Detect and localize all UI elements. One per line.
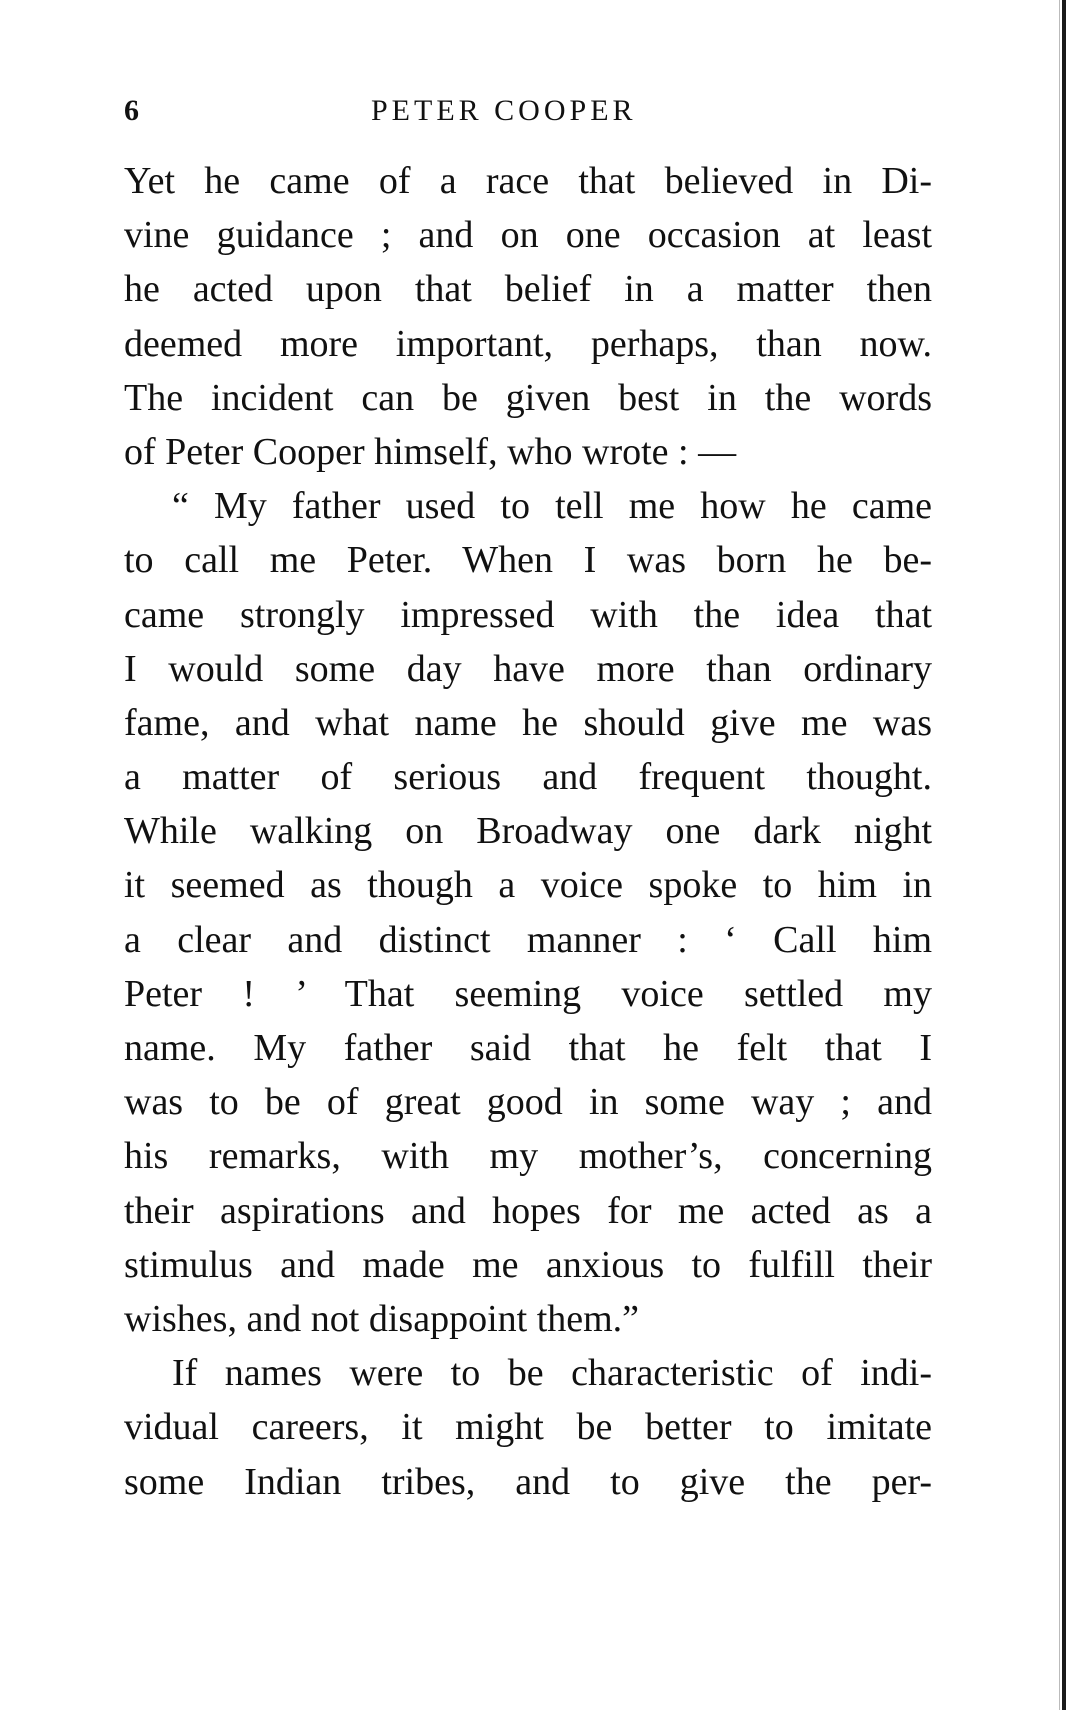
text-line: a clear and distinct manner : ‘ Call him xyxy=(124,918,932,961)
scan-edge xyxy=(1062,0,1066,1710)
text-line: came strongly impressed with the idea that xyxy=(124,593,932,636)
text-line: was to be of great good in some way ; and xyxy=(124,1081,932,1124)
text-line: Peter ! ’ That seeming voice settled my xyxy=(124,972,932,1015)
text-line: his remarks, with my mother’s, concerning xyxy=(124,1135,932,1178)
text-line: to call me Peter. When I was born he be- xyxy=(124,539,932,582)
text-line: fame, and what name he should give me was xyxy=(124,701,932,744)
text-line: While walking on Broadway one dark night xyxy=(124,810,932,853)
text-line: name. My father said that he felt that I xyxy=(124,1027,932,1069)
text-line: deemed more important, perhaps, than now. xyxy=(124,322,932,365)
page-header xyxy=(124,94,934,134)
text-line: “ My father used to tell me how he came xyxy=(172,485,932,528)
text-line: If names were to be characteristic of indi- xyxy=(172,1352,932,1395)
text-line: of Peter Cooper himself, who wrote : — xyxy=(124,430,737,473)
text-line: some Indian tribes, and to give the per- xyxy=(124,1460,932,1503)
running-head: PETER COOPER xyxy=(371,94,637,127)
paragraph xyxy=(124,1346,932,1509)
paragraph xyxy=(124,479,932,1346)
text-line: he acted upon that belief in a matter then xyxy=(124,268,932,311)
text-line: vine guidance ; and on one occasion at least xyxy=(124,214,932,257)
body-text xyxy=(124,154,932,1509)
text-line: I would some day have more than ordinary xyxy=(124,647,932,690)
text-line: vidual careers, it might be better to imitate xyxy=(124,1406,932,1449)
page-number: 6 xyxy=(124,94,140,127)
text-line: The incident can be given best in the words xyxy=(124,376,932,419)
text-line: a matter of serious and frequent thought. xyxy=(124,756,932,799)
text-line: stimulus and made me anxious to fulfill their xyxy=(124,1243,932,1286)
text-line: it seemed as though a voice spoke to him in xyxy=(124,864,932,907)
text-line: Yet he came of a race that believed in Di- xyxy=(124,160,932,202)
paragraph xyxy=(124,154,932,479)
text-line: wishes, and not disappoint them.” xyxy=(124,1297,640,1340)
text-line: their aspirations and hopes for me acted as a xyxy=(124,1189,932,1232)
scan-edge-shadow xyxy=(1059,0,1060,1710)
